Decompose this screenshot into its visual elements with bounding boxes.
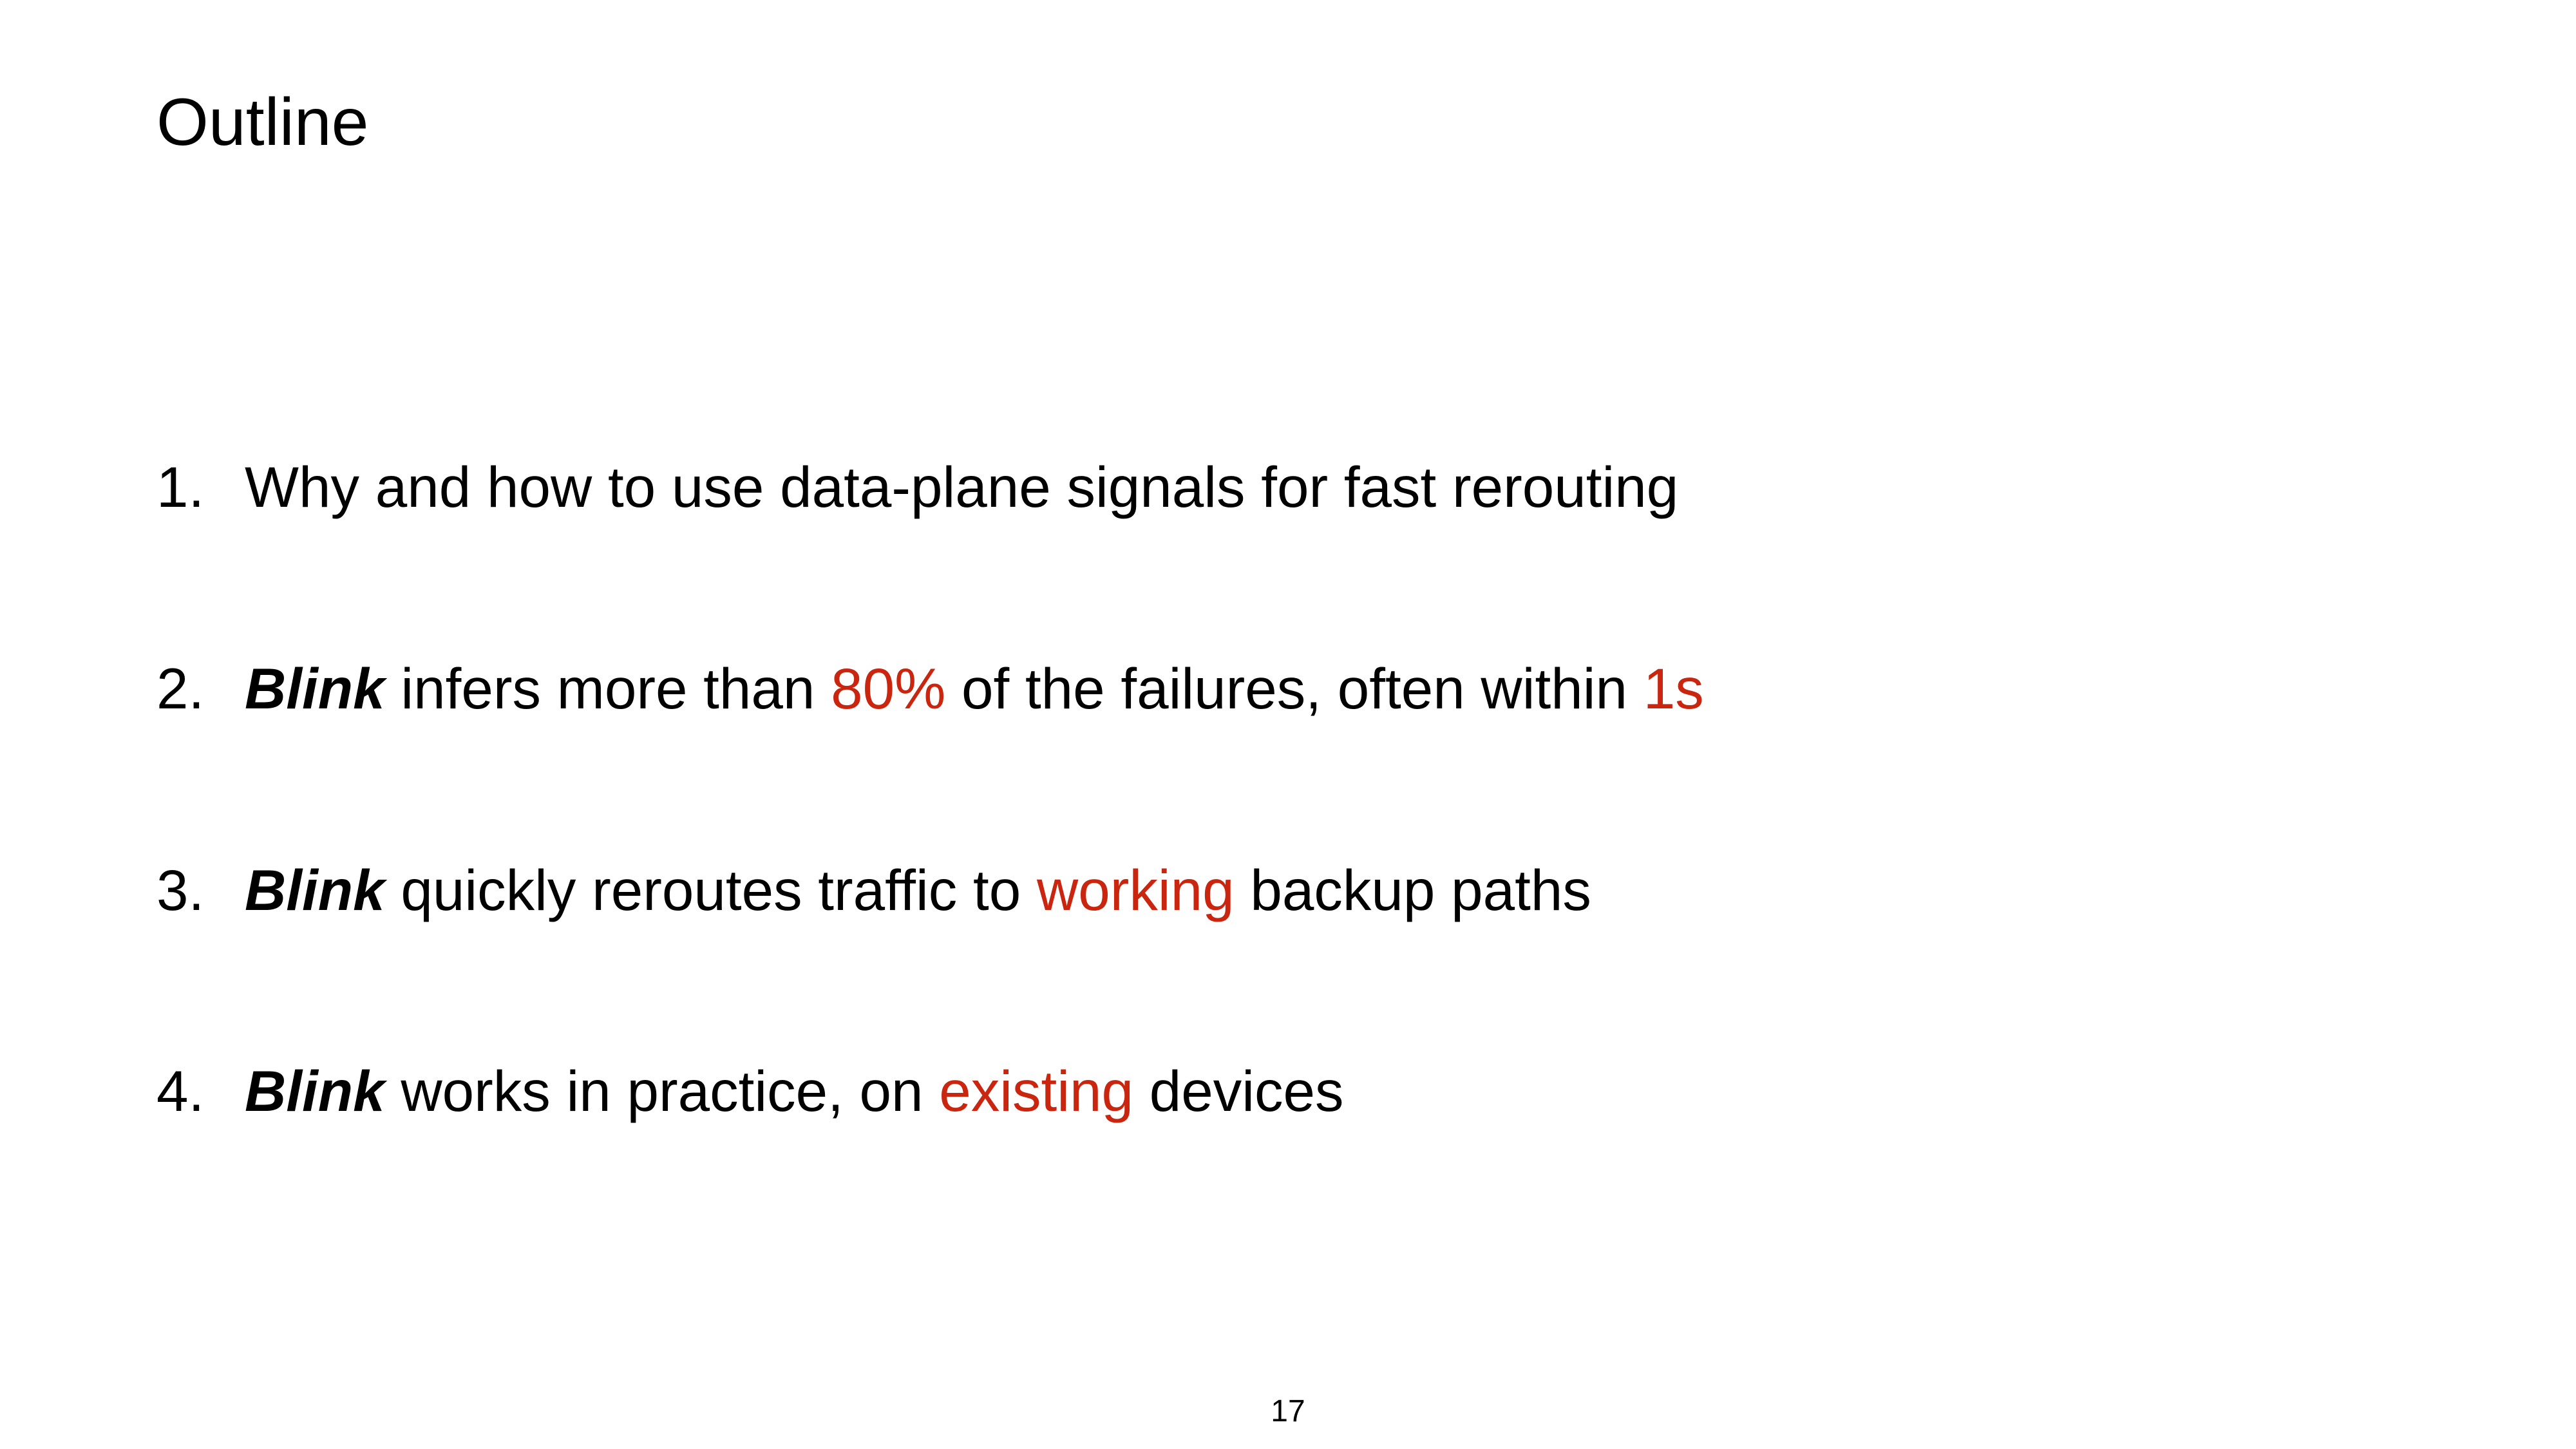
item-highlight: working (1036, 858, 1235, 922)
item-number: 1. (156, 455, 205, 519)
item-subject: Blink (245, 858, 385, 922)
item-subject: Blink (245, 656, 385, 721)
item-text: Why and how to use data-plane signals for fast rerouting (245, 455, 1679, 519)
slide-title: Outline (156, 85, 369, 160)
item-content (245, 448, 1678, 526)
item-number: 4. (156, 1059, 205, 1123)
item-content (245, 851, 1591, 929)
item-text: quickly reroutes traffic to (384, 858, 1037, 922)
item-content (245, 1052, 1344, 1130)
item-text: backup paths (1234, 858, 1591, 922)
item-content (245, 650, 1704, 727)
item-text: infers more than (384, 656, 831, 721)
page-number: 17 (1271, 1394, 1305, 1428)
item-subject: Blink (245, 1059, 385, 1123)
item-text: of the failures, often within (945, 656, 1643, 721)
outline-list (156, 0, 2475, 1449)
item-highlight: 80% (831, 656, 946, 721)
item-number: 3. (156, 858, 205, 922)
item-highlight: 1s (1643, 656, 1704, 721)
item-number: 2. (156, 656, 205, 721)
item-highlight: existing (939, 1059, 1134, 1123)
item-text: devices (1133, 1059, 1344, 1123)
item-text: works in practice, on (384, 1059, 940, 1123)
